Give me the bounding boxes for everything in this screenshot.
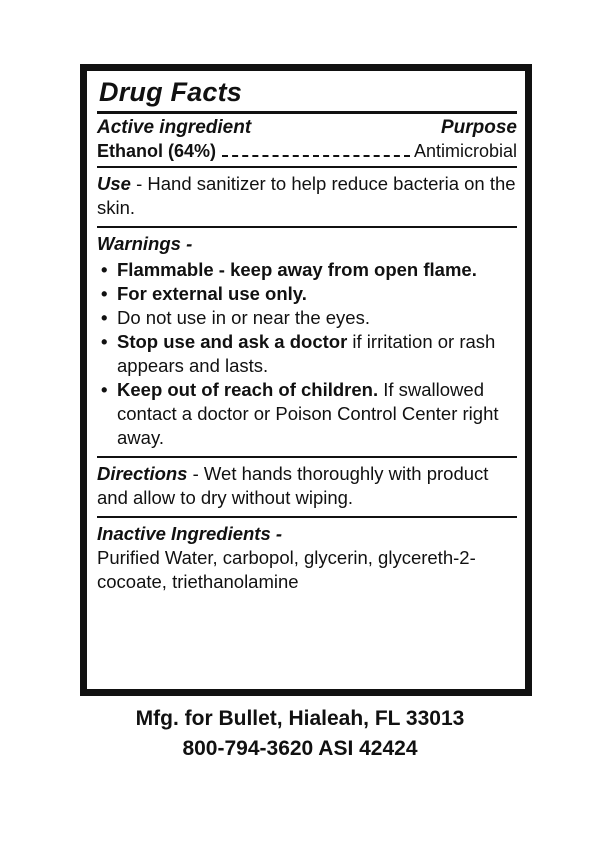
warning-bold-text: For external use only. xyxy=(117,283,307,304)
warnings-list xyxy=(97,258,517,450)
drug-facts-title: Drug Facts xyxy=(99,77,243,107)
divider xyxy=(97,111,517,114)
active-ingredient-purpose: Antimicrobial xyxy=(413,141,517,161)
active-ingredient-row xyxy=(97,140,517,162)
active-ingredient-heading: Active ingredient xyxy=(97,117,252,138)
manufacturer-footer xyxy=(0,704,600,764)
active-ingredient-header xyxy=(97,116,517,140)
active-ingredient-name: Ethanol (64%) xyxy=(97,141,217,161)
purpose-heading: Purpose xyxy=(440,117,517,138)
directions-section xyxy=(97,462,517,510)
use-section xyxy=(97,172,517,220)
warning-item xyxy=(97,378,517,450)
inactive-ingredients-text: Purified Water, carbopol, glycerin, glycereth-2- cocoate, triethanolamine xyxy=(97,547,476,592)
leader-dots xyxy=(222,154,410,157)
warning-item xyxy=(97,282,517,306)
warning-item xyxy=(97,306,517,330)
directions-text: - Wet hands thoroughly with product and allow to dry without wiping. xyxy=(97,463,489,508)
warnings-heading: Warnings - xyxy=(97,233,193,254)
warning-item xyxy=(97,330,517,378)
use-text: - Hand sanitizer to help reduce bacteria on the skin. xyxy=(97,173,516,218)
drug-facts-panel xyxy=(80,64,532,696)
manufacturer-line: Mfg. for Bullet, Hialeah, FL 33013 xyxy=(135,707,465,730)
contact-line: 800-794-3620 ASI 42424 xyxy=(182,737,418,760)
inactive-ingredients-section xyxy=(97,522,517,594)
directions-heading: Directions xyxy=(97,463,188,484)
divider xyxy=(97,166,517,168)
warning-bold-text: Stop use and ask a doctor xyxy=(117,331,348,352)
divider xyxy=(97,516,517,518)
warning-text: If swallowed contact a doctor or Poison Control Center right away. xyxy=(117,379,499,448)
warning-text: if irritation or rash appears and lasts. xyxy=(117,331,496,376)
warning-item xyxy=(97,258,517,282)
warnings-section xyxy=(97,232,517,256)
use-heading: Use xyxy=(97,173,131,194)
divider xyxy=(97,456,517,458)
warning-bold-text: Flammable - keep away from open flame. xyxy=(117,259,477,280)
inactive-ingredients-heading: Inactive Ingredients - xyxy=(97,523,283,544)
divider xyxy=(97,226,517,228)
warning-text: Do not use in or near the eyes. xyxy=(117,307,370,328)
warning-bold-text: Keep out of reach of children. xyxy=(117,379,379,400)
